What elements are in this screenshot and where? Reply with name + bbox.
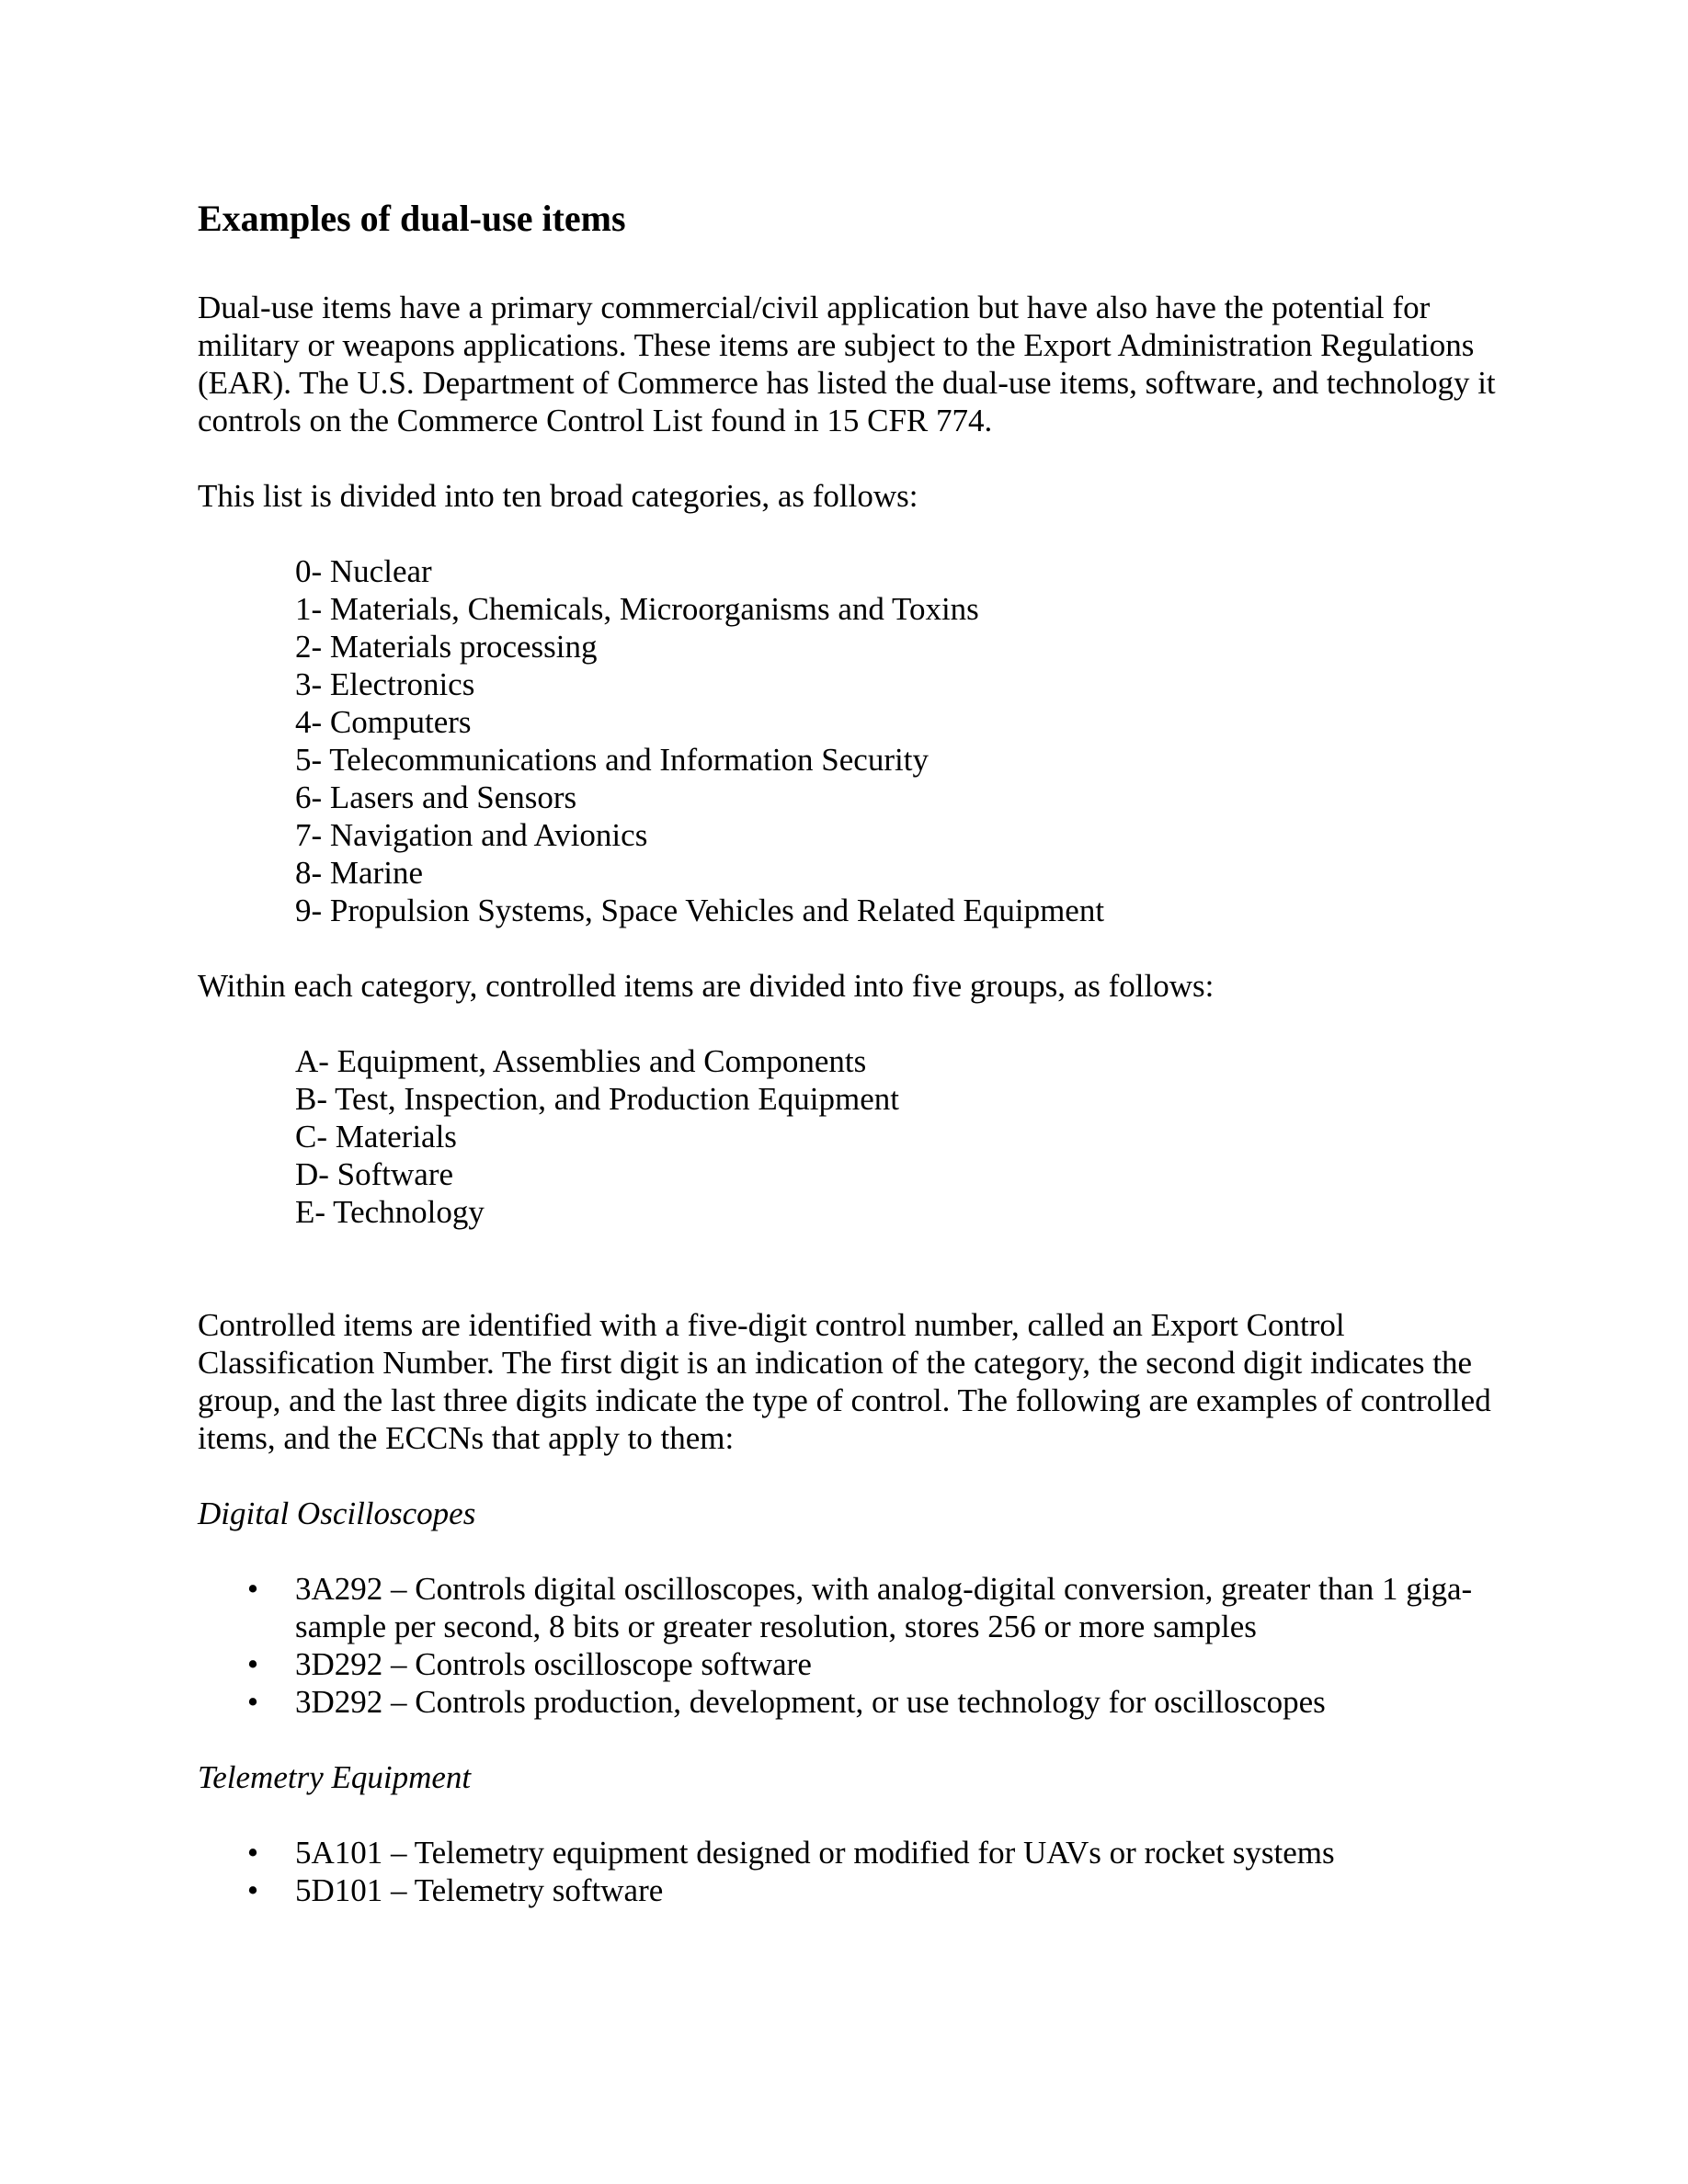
- groups-list: [198, 1042, 1522, 1231]
- group-item: D- Software: [295, 1156, 454, 1192]
- list-item-text: 3D292 – Controls oscilloscope software: [295, 1646, 812, 1682]
- category-item: 1- Materials, Chemicals, Microorganisms and Toxins: [295, 591, 979, 627]
- groups-lead: Within each category, controlled items are divided into five groups, as follows:: [198, 968, 1215, 1004]
- list-item-text: 5A101 – Telemetry equipment designed or modified for UAVs or rocket systems: [295, 1835, 1335, 1871]
- category-item: 0- Nuclear: [295, 553, 432, 589]
- category-item: 9- Propulsion Systems, Space Vehicles and Related Equipment: [295, 893, 1105, 928]
- group-item: A- Equipment, Assemblies and Components: [295, 1043, 867, 1079]
- list-item: [198, 1570, 1522, 1645]
- category-item: 6- Lasers and Sensors: [295, 779, 577, 815]
- category-item: 3- Electronics: [295, 666, 475, 702]
- list-item-text: 3A292 – Controls digital oscilloscopes, with analog-digital conversion, greater than 1 giga-sample per second, 8 bits or greater resolution, stores 256 or more samples: [295, 1571, 1473, 1644]
- intro-paragraph: Dual-use items have a primary commercial/civil application but have also have the potential for military or weapons applications. These items are subject to the Export Administration Regulations (EAR). The U.S. Department of Commerce has listed the dual-use items, software, and technology it controls on the Commerce Control List found in 15 CFR 774.: [198, 290, 1496, 438]
- list-item-text: 3D292 – Controls production, development, or use technology for oscilloscopes: [295, 1684, 1326, 1720]
- bullet-icon: •: [246, 1646, 259, 1682]
- bullet-icon: •: [246, 1872, 259, 1908]
- category-item: 4- Computers: [295, 704, 472, 740]
- telemetry-heading: Telemetry Equipment: [198, 1759, 472, 1795]
- categories-list: [198, 552, 1522, 929]
- category-item: 8- Marine: [295, 855, 423, 891]
- oscilloscopes-list: [198, 1570, 1522, 1721]
- bullet-icon: •: [246, 1684, 259, 1720]
- categories-lead: This list is divided into ten broad categories, as follows:: [198, 478, 918, 514]
- group-item: B- Test, Inspection, and Production Equipment: [295, 1081, 899, 1117]
- category-item: 2- Materials processing: [295, 629, 598, 665]
- telemetry-list: [198, 1834, 1522, 1909]
- oscilloscopes-heading: Digital Oscilloscopes: [198, 1496, 476, 1531]
- bullet-icon: •: [246, 1835, 259, 1871]
- document-page: [198, 197, 1522, 1909]
- page-title: Examples of dual-use items: [198, 198, 626, 239]
- list-item-text: 5D101 – Telemetry software: [295, 1872, 664, 1908]
- category-item: 5- Telecommunications and Information Security: [295, 742, 929, 778]
- group-item: E- Technology: [295, 1194, 485, 1230]
- category-item: 7- Navigation and Avionics: [295, 817, 648, 853]
- list-item: [198, 1645, 1522, 1683]
- bullet-icon: •: [246, 1571, 259, 1607]
- list-item: [198, 1834, 1522, 1871]
- eccn-intro-paragraph: Controlled items are identified with a five-digit control number, called an Export Control Classification Number. The first digit is an indication of the category, the second digit indicates the group, and the last three digits indicate the type of control. The following are examples of controlled items, and the ECCNs that apply to them:: [198, 1307, 1491, 1456]
- list-item: [198, 1683, 1522, 1721]
- group-item: C- Materials: [295, 1119, 457, 1155]
- list-item: [198, 1871, 1522, 1909]
